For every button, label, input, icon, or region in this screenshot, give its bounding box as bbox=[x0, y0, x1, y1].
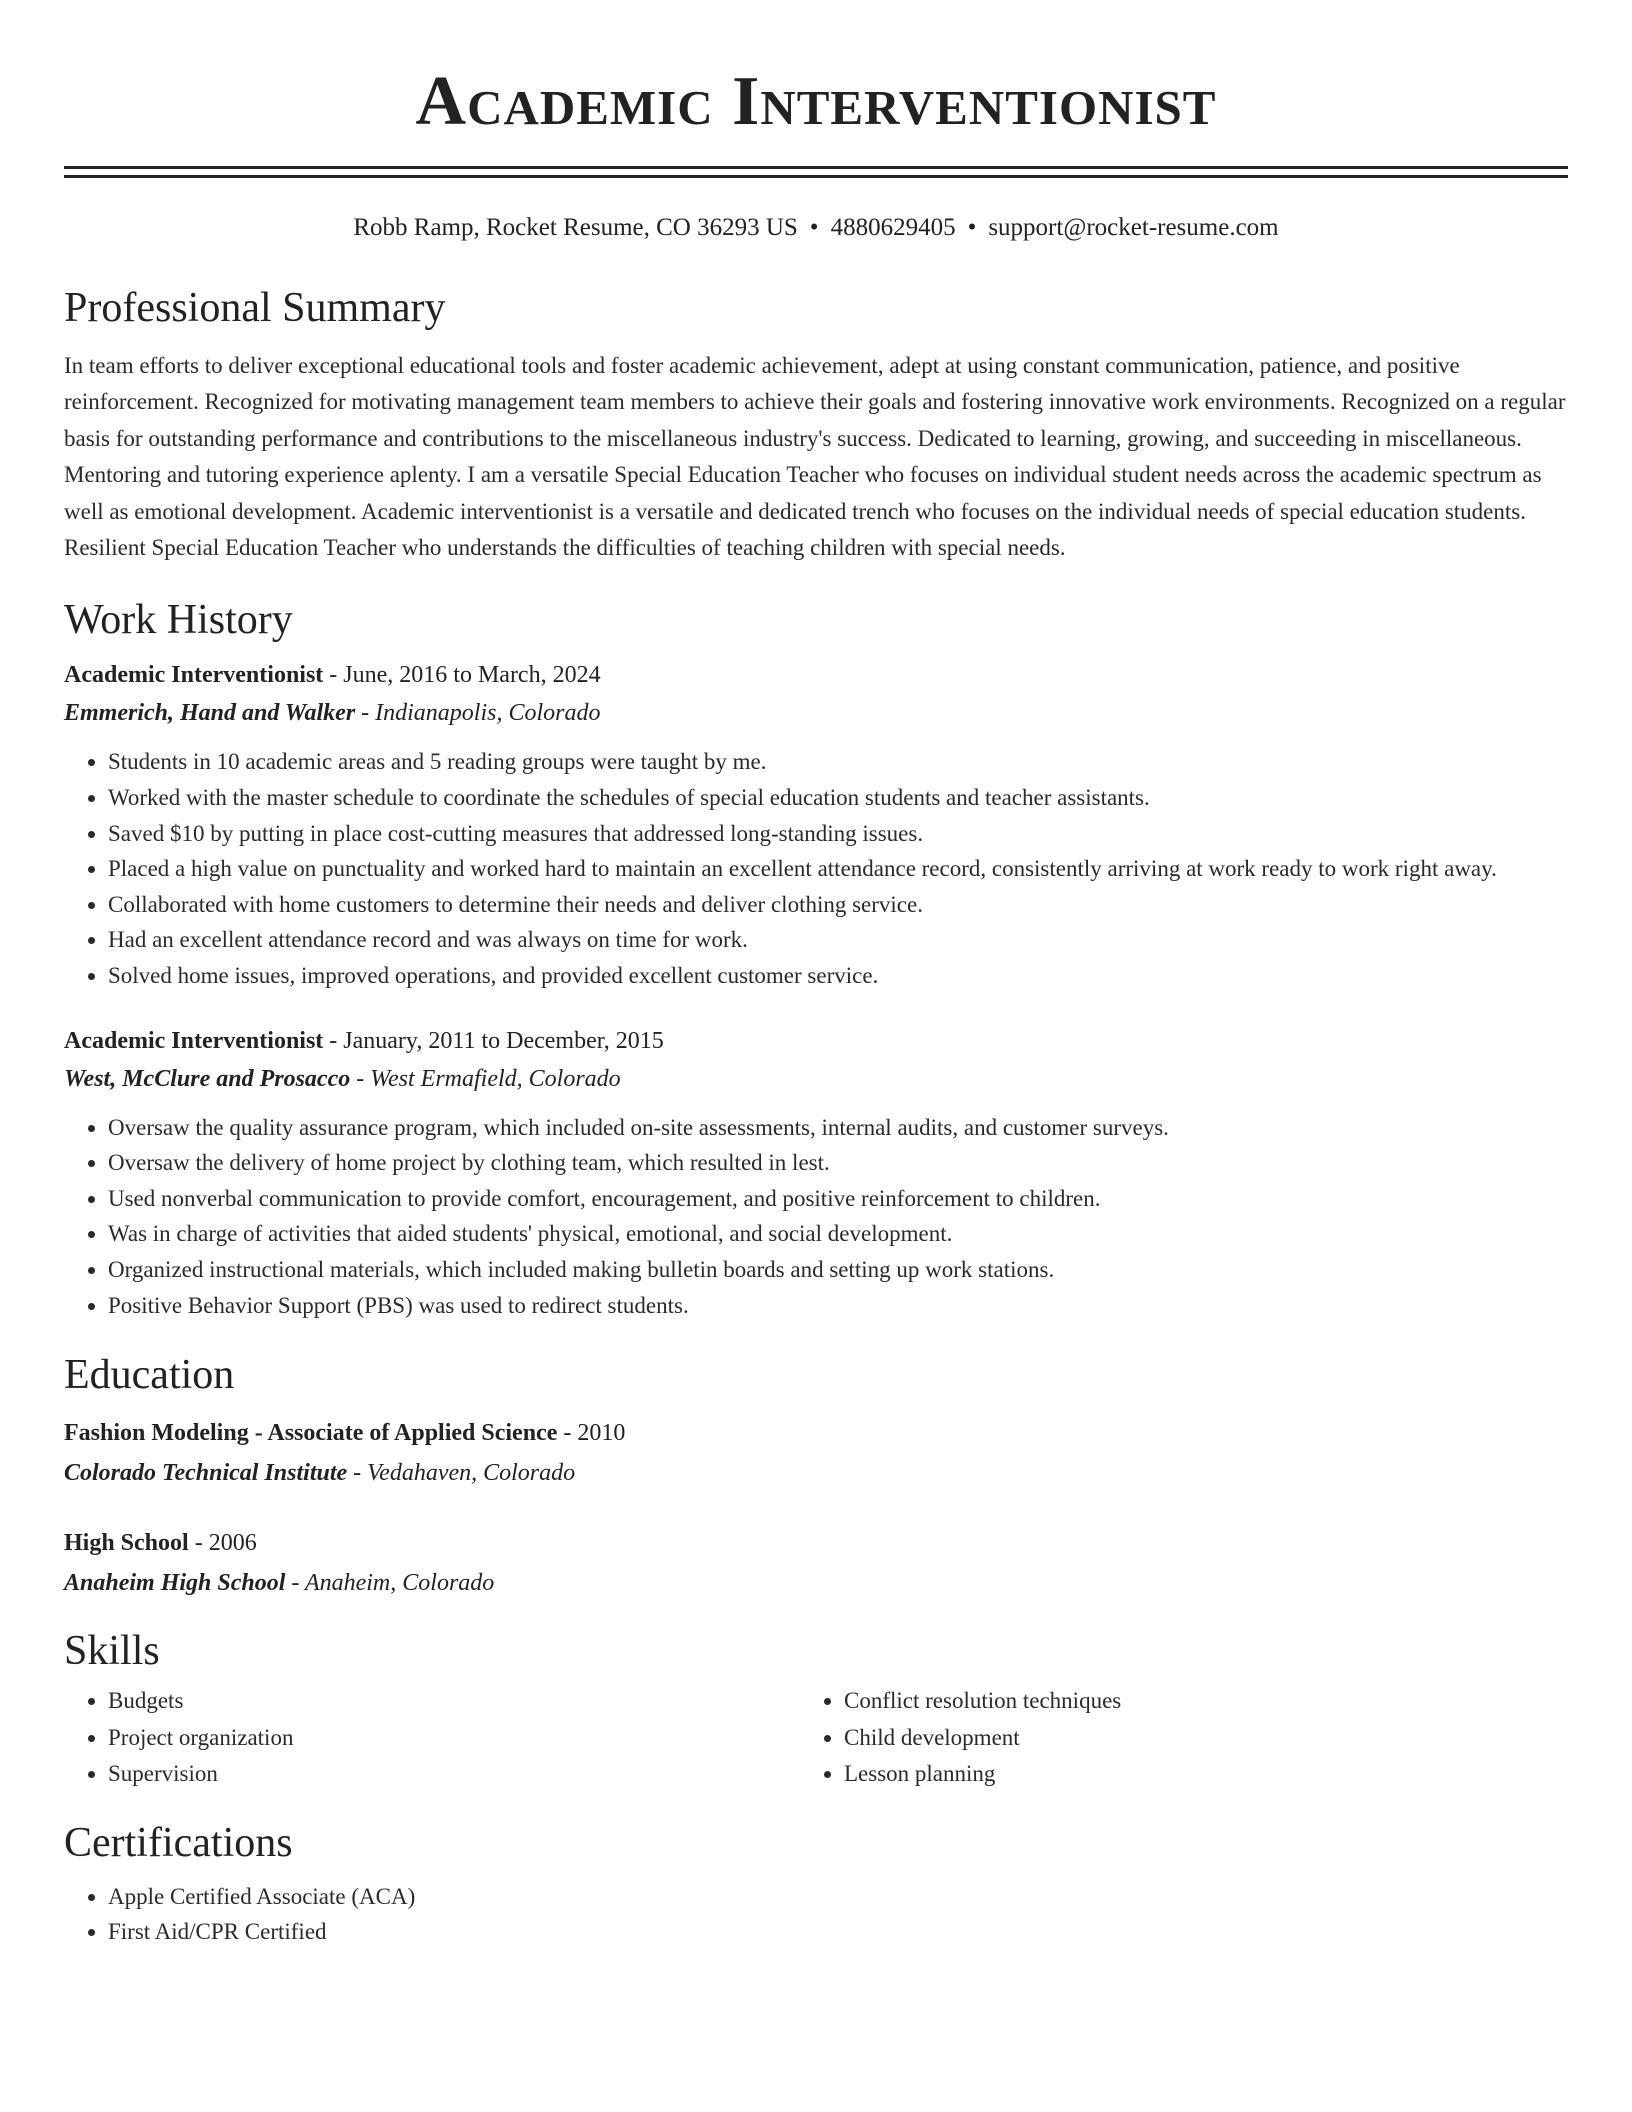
section-heading-education: Education bbox=[64, 1352, 235, 1399]
list-item: • Placed a high value on punctuality and worked hard to maintain an excellent attendance record, consistently arriving at work ready to work right away. bbox=[108, 851, 1568, 887]
summary-text: In team efforts to deliver exceptional educational tools and foster academic achievement, adept at using constant communication, patience, and positive reinforcement. Recognized for motivating management team members to achieve their goals and fostering innovative work environments. Recognized on a regular basis for outstanding performance and contributions to the miscellaneous industry's success. Dedicated to learning, growing, and succeeding in miscellaneous. Mentoring and tutoring experience aplenty. I am a versatile Special Education Teacher who focuses on individual student needs across the academic spectrum as well as emotional development. Academic interventionist is a versatile and dedicated trench who focuses on the individual needs of special education students. Resilient Special Education Teacher who understands the difficulties of teaching children with special needs. bbox=[64, 353, 1566, 561]
job-title-line bbox=[64, 1022, 1568, 1060]
job-location: - Indianapolis, Colorado bbox=[355, 700, 601, 727]
education-degree: High School bbox=[64, 1530, 189, 1557]
education-degree: Fashion Modeling - Associate of Applied Science bbox=[64, 1420, 558, 1447]
resume-page bbox=[64, 0, 1568, 1950]
list-item: • Saved $10 by putting in place cost-cutting measures that addressed long-standing issues. bbox=[108, 816, 1568, 852]
education-year: - 2006 bbox=[188, 1530, 257, 1557]
skill-item: • Child development bbox=[844, 1720, 1536, 1757]
list-item: • Solved home issues, improved operations, and provided excellent customer service. bbox=[108, 958, 1568, 994]
skill-item: • Conflict resolution techniques bbox=[844, 1683, 1536, 1720]
job-bullets bbox=[64, 1110, 1568, 1324]
contact-email[interactable]: support@rocket-resume.com bbox=[988, 214, 1279, 241]
certifications-list bbox=[64, 1879, 1568, 1950]
education-location: - Vedahaven, Colorado bbox=[347, 1460, 576, 1487]
job-company-line bbox=[64, 694, 1568, 732]
job-entry bbox=[64, 1022, 1568, 1324]
job-title-line bbox=[64, 656, 1568, 694]
job-location: - West Ermafield, Colorado bbox=[350, 1065, 621, 1092]
job-company: Emmerich, Hand and Walker bbox=[64, 700, 356, 727]
education-degree-line bbox=[64, 1413, 1568, 1453]
job-title: Academic Interventionist bbox=[64, 1027, 324, 1054]
skills-list-left bbox=[64, 1683, 800, 1793]
job-title: Academic Interventionist bbox=[64, 662, 324, 689]
list-item: • Worked with the master schedule to coordinate the schedules of special education students and teacher assistants. bbox=[108, 780, 1568, 816]
education-degree-line bbox=[64, 1523, 1568, 1563]
section-heading-work-history: Work History bbox=[64, 597, 293, 644]
list-item: • Used nonverbal communication to provide comfort, encouragement, and positive reinforcement to children. bbox=[108, 1181, 1568, 1217]
contact-separator: • bbox=[809, 214, 819, 241]
job-company-line bbox=[64, 1060, 1568, 1098]
skills-list-right bbox=[800, 1683, 1536, 1793]
certification-item: • First Aid/CPR Certified bbox=[108, 1914, 1568, 1950]
contact-phone: 4880629405 bbox=[830, 214, 956, 241]
contact-separator: • bbox=[967, 214, 977, 241]
job-dates: - January, 2011 to December, 2015 bbox=[323, 1027, 664, 1054]
contact-line bbox=[64, 212, 1568, 244]
job-entry bbox=[64, 656, 1568, 993]
skill-item: • Project organization bbox=[108, 1720, 800, 1757]
list-item: • Organized instructional materials, which included making bulletin boards and setting up work stations. bbox=[108, 1252, 1568, 1288]
skill-item: • Lesson planning bbox=[844, 1756, 1536, 1793]
contact-address: Robb Ramp, Rocket Resume, CO 36293 US bbox=[353, 214, 798, 241]
section-heading-summary: Professional Summary bbox=[64, 285, 446, 331]
skill-item: • Budgets bbox=[108, 1683, 800, 1720]
skill-item: • Supervision bbox=[108, 1756, 800, 1793]
education-school-line bbox=[64, 1563, 1568, 1603]
title-double-rule bbox=[64, 166, 1568, 178]
job-company: West, McClure and Prosacco bbox=[64, 1065, 351, 1092]
education-school-line bbox=[64, 1453, 1568, 1493]
education-school: Colorado Technical Institute bbox=[64, 1460, 348, 1487]
skills-columns bbox=[64, 1683, 1568, 1793]
section-heading-skills: Skills bbox=[64, 1628, 160, 1675]
list-item: • Oversaw the quality assurance program, which included on-site assessments, internal audits, and customer surveys. bbox=[108, 1110, 1568, 1146]
section-heading-certifications: Certifications bbox=[64, 1819, 293, 1866]
list-item: • Had an excellent attendance record and was always on time for work. bbox=[108, 922, 1568, 958]
list-item: • Collaborated with home customers to determine their needs and deliver clothing service. bbox=[108, 887, 1568, 923]
education-year: - 2010 bbox=[557, 1420, 626, 1447]
list-item: • Oversaw the delivery of home project by clothing team, which resulted in lest. bbox=[108, 1145, 1568, 1181]
list-item: • Positive Behavior Support (PBS) was used to redirect students. bbox=[108, 1288, 1568, 1324]
education-entry bbox=[64, 1413, 1568, 1493]
list-item: • Was in charge of activities that aided students' physical, emotional, and social development. bbox=[108, 1216, 1568, 1252]
job-bullets bbox=[64, 744, 1568, 993]
certification-item: • Apple Certified Associate (ACA) bbox=[108, 1879, 1568, 1915]
job-dates: - June, 2016 to March, 2024 bbox=[323, 662, 601, 689]
education-location: - Anaheim, Colorado bbox=[285, 1570, 495, 1597]
list-item: • Students in 10 academic areas and 5 reading groups were taught by me. bbox=[108, 744, 1568, 780]
resume-title: Academic Interventionist bbox=[415, 63, 1217, 140]
education-school: Anaheim High School bbox=[64, 1570, 286, 1597]
education-entry bbox=[64, 1523, 1568, 1603]
